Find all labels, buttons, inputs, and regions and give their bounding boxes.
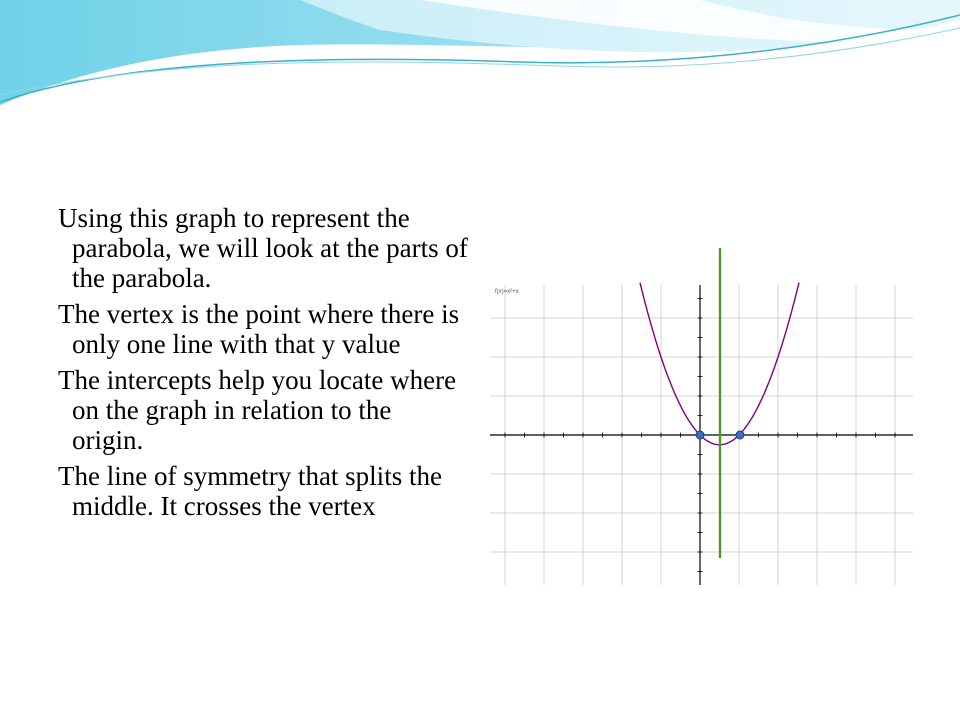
x-intercept-point-left — [696, 431, 704, 439]
paragraph-intercepts: The intercepts help you locate where on the graph in relation to the origin. — [58, 365, 457, 455]
paragraph-line-of-symmetry: The line of symmetry that splits the middle. It crosses the vertex — [58, 461, 442, 521]
function-label: f(x)=x²+x — [495, 289, 519, 295]
parabola-graph — [485, 240, 920, 590]
x-intercept-point-right — [736, 431, 744, 439]
paragraph-vertex: The vertex is the point where there is only one line with that y value — [58, 299, 460, 359]
paragraph-parabola-intro: Using this graph to represent the parabola, we will look at the parts of the parabola. — [58, 203, 468, 293]
slide-body-text — [58, 203, 468, 527]
